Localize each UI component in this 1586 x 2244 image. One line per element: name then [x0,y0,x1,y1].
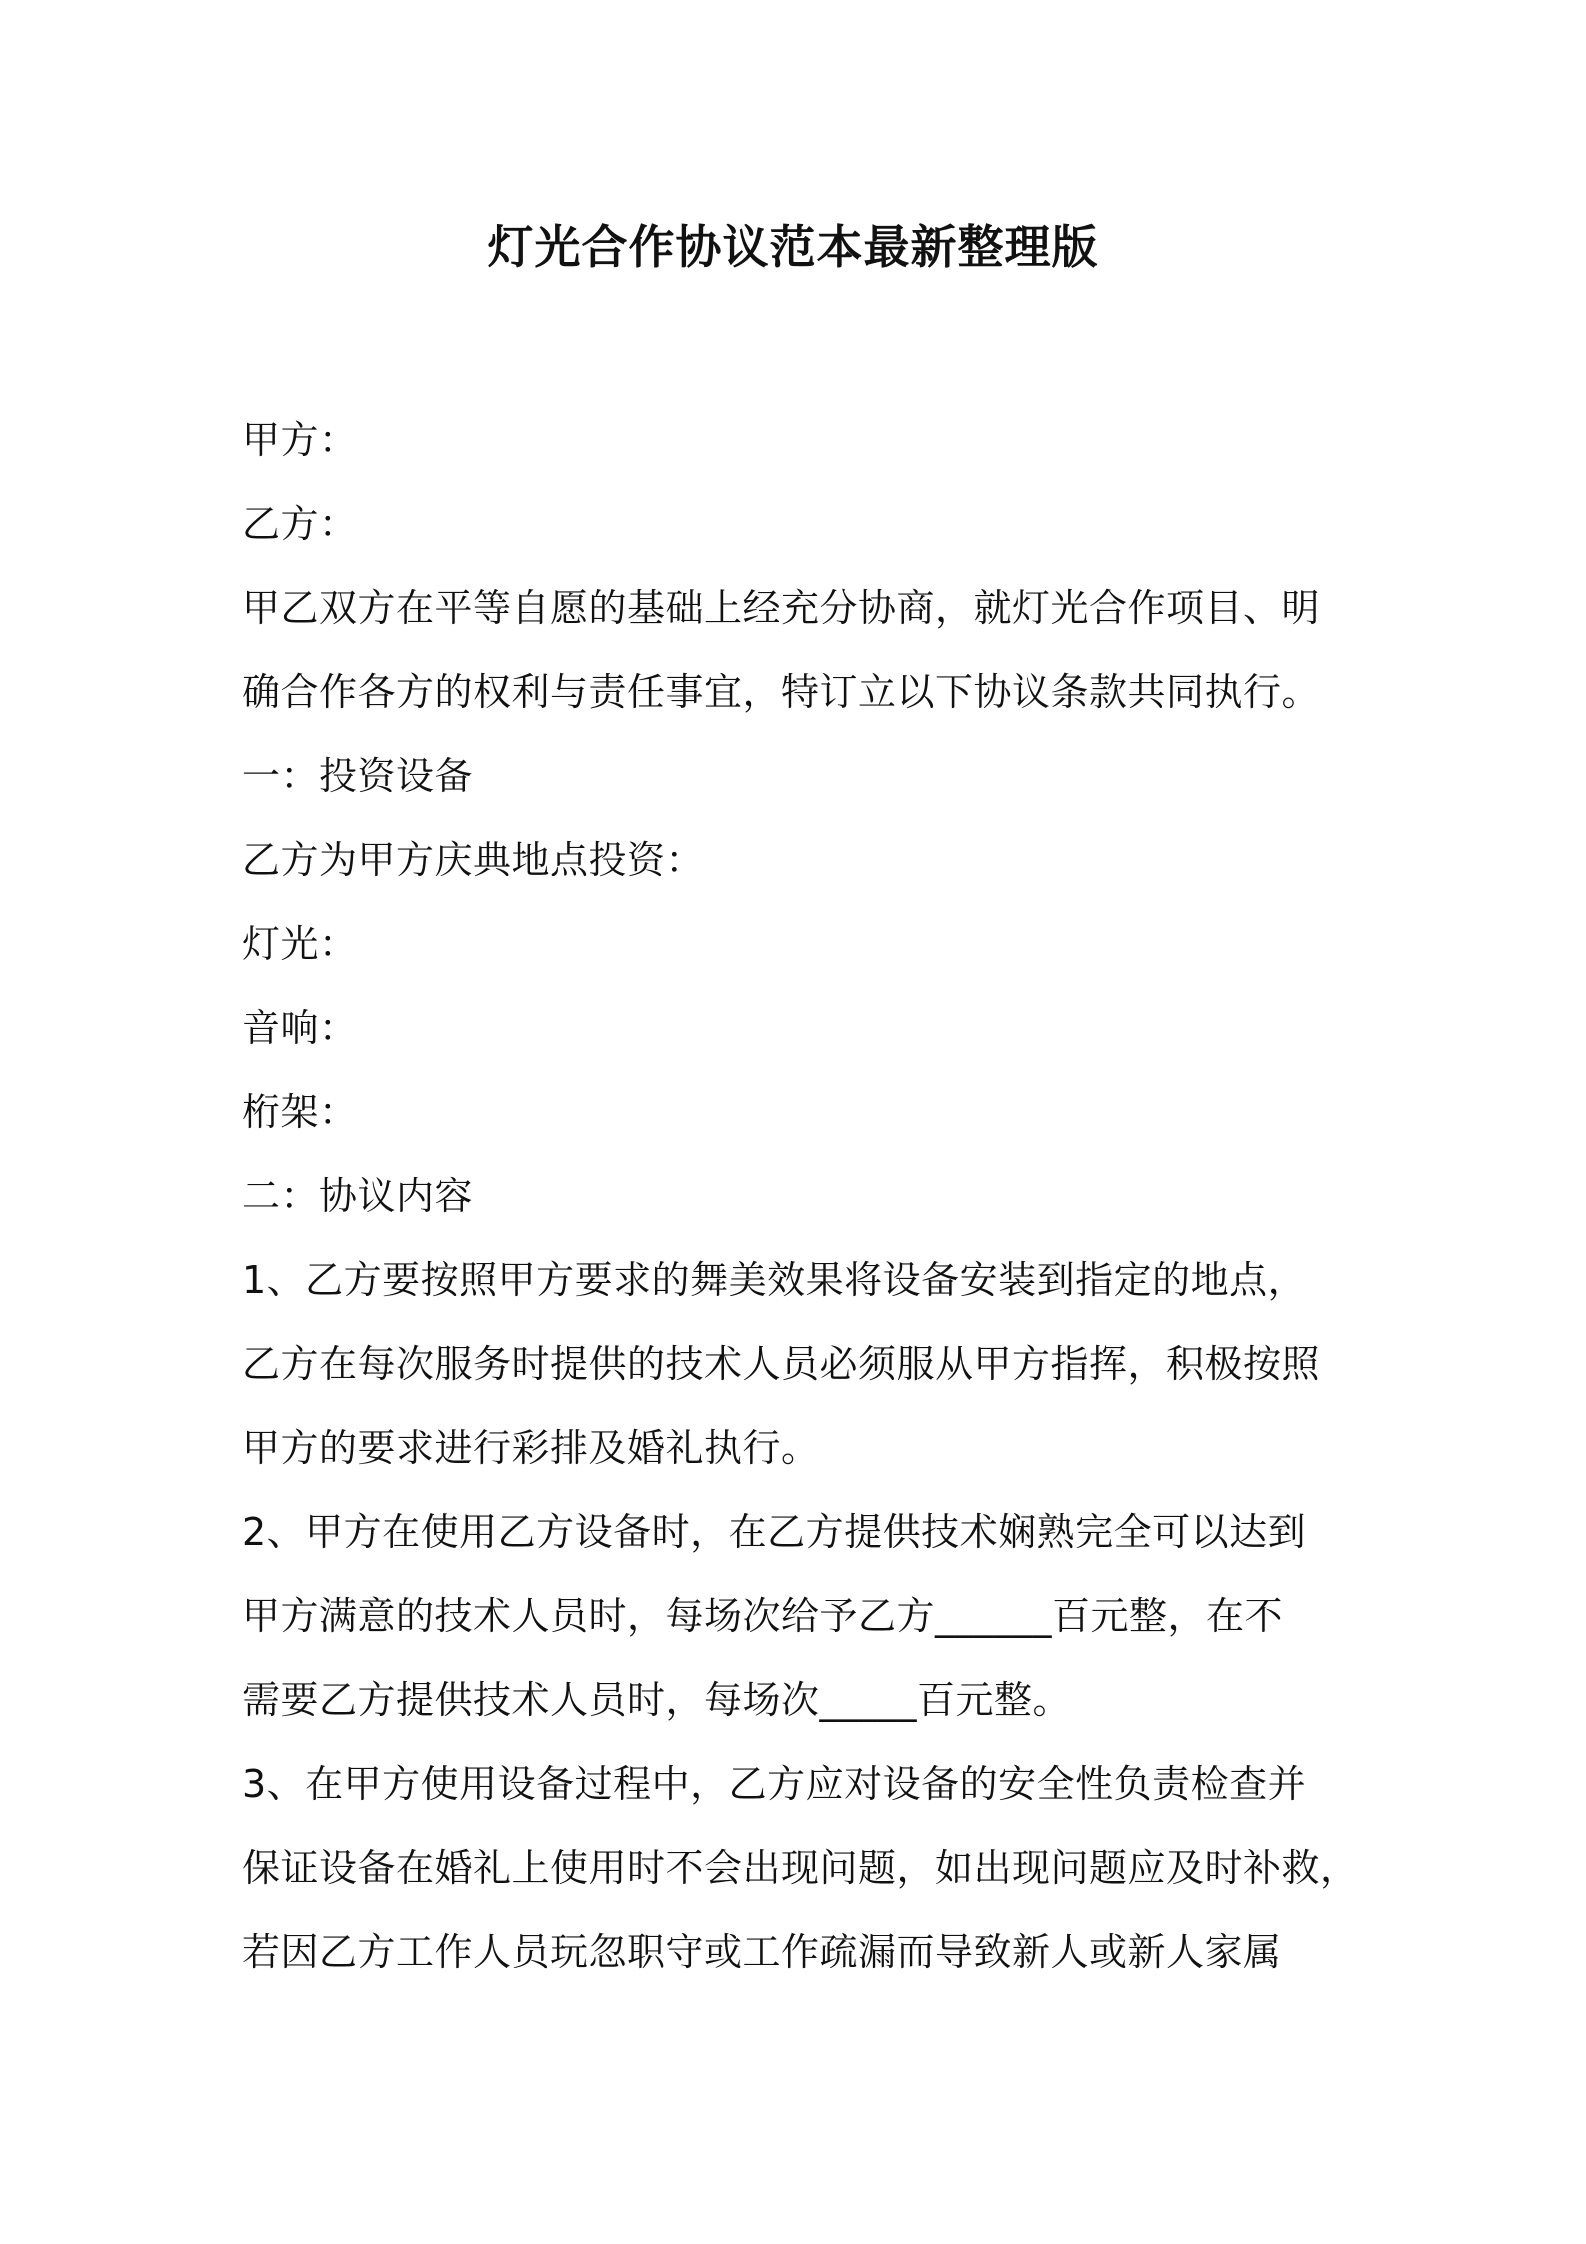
document-body [242,398,1362,1994]
clause-1-line-1: 1、乙方要按照甲方要求的舞美效果将设备安装到指定的地点， [242,1258,1307,1302]
clause-1-line-2: 乙方在每次服务时提供的技术人员必须服从甲方指挥，积极按照 [242,1342,1321,1386]
party-a-line: 甲方： [242,418,358,462]
clause-3-line-2: 保证设备在婚礼上使用时不会出现问题，如出现问题应及时补救， [242,1846,1359,1890]
document-title: 灯光合作协议范本最新整理版 [487,220,1099,274]
clause-2-line-3: 需要乙方提供技术人员时，每场次_____百元整。 [242,1678,1072,1722]
section-heading-agreement: 二：协议内容 [242,1174,474,1218]
intro-line-1: 甲乙双方在平等自愿的基础上经充分协商，就灯光合作项目、明 [242,586,1321,630]
audio-line: 音响： [242,1006,358,1050]
party-b-line: 乙方： [242,502,358,546]
clause-1-line-3: 甲方的要求进行彩排及婚礼执行。 [242,1426,820,1470]
clause-2-line-2: 甲方满意的技术人员时，每场次给予乙方______百元整，在不 [242,1594,1284,1638]
section-heading-equipment: 一：投资设备 [242,754,474,798]
intro-line-2: 确合作各方的权利与责任事宜，特订立以下协议条款共同执行。 [242,670,1321,714]
investment-line: 乙方为甲方庆典地点投资： [242,838,705,882]
lighting-line: 灯光： [242,922,358,966]
truss-line: 桁架： [242,1090,358,1134]
clause-2-line-1: 2、甲方在使用乙方设备时，在乙方提供技术娴熟完全可以达到 [242,1510,1307,1554]
clause-3-line-3: 若因乙方工作人员玩忽职守或工作疏漏而导致新人或新人家属 [242,1930,1282,1974]
clause-3-line-1: 3、在甲方使用设备过程中，乙方应对设备的安全性负责检查并 [242,1762,1307,1806]
